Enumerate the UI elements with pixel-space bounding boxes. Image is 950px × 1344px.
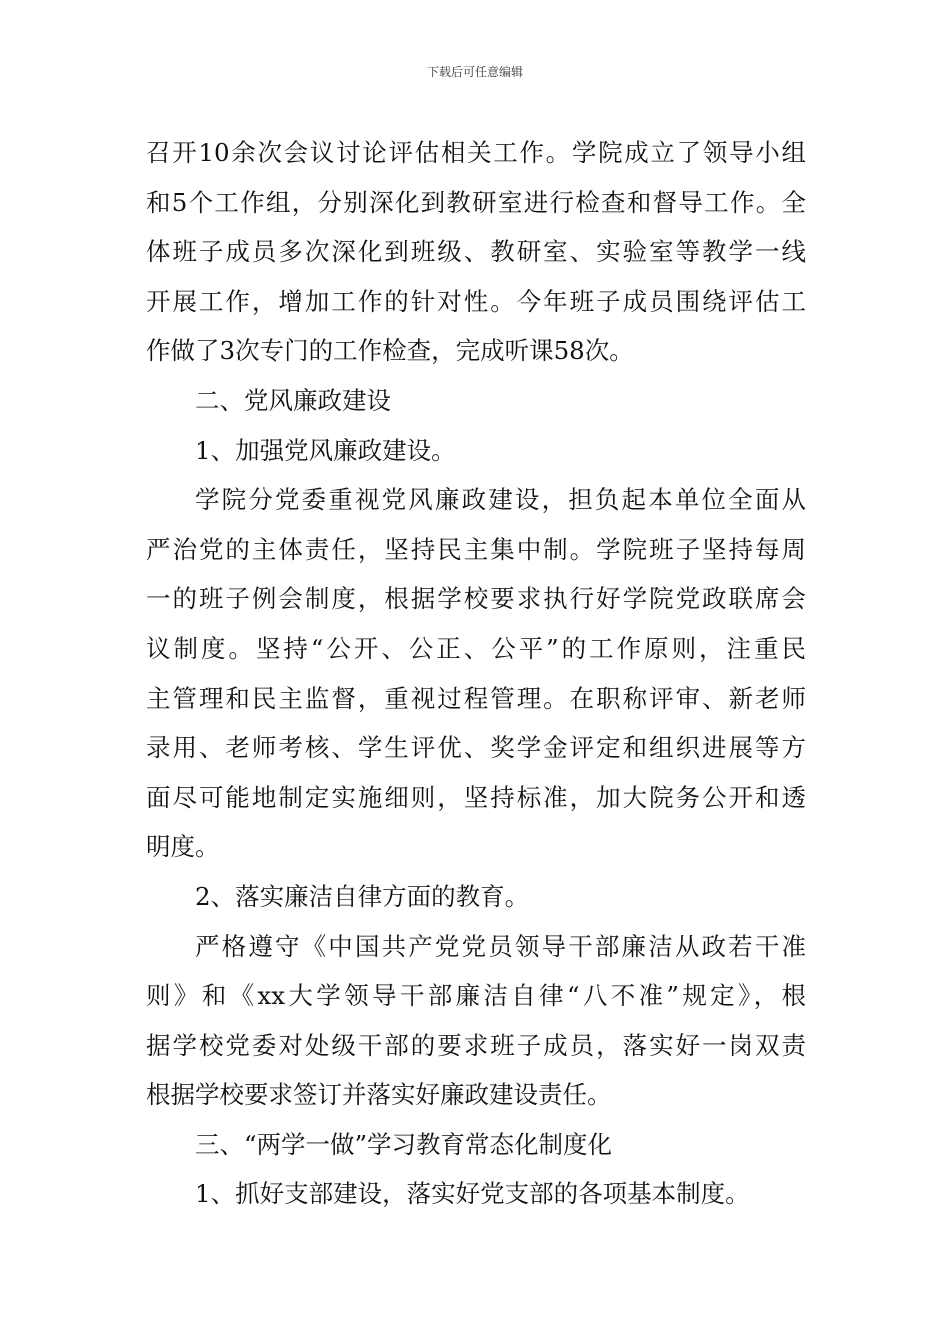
text-line: 三、“两学一做”学习教育常态化制度化 (195, 1129, 613, 1159)
document-body (146, 128, 806, 1219)
text-line: 1、抓好支部建设，落实好党支部的各项基本制度。 (195, 1179, 750, 1209)
text-line: 体班子成员多次深化到班级、教研室、实验室等教学一线 (146, 237, 806, 267)
text-line: 学院分党委重视党风廉政建设，担负起本单位全面从 (195, 485, 806, 515)
text-line: 召开10余次会议讨论评估相关工作。学院成立了领导小组 (146, 138, 806, 167)
text-line: 据学校党委对处级干部的要求班子成员，落实好一岗双责 (146, 1030, 806, 1060)
text-line: 和5个工作组，分别深化到教研室进行检查和督导工作。全 (146, 187, 806, 217)
text-line: 面尽可能地制定实施细则，坚持标准，加大院务公开和透 (146, 782, 806, 812)
text-line: 1、加强党风廉政建设。 (195, 435, 456, 465)
text-line: 一的班子例会制度，根据学校要求执行好学院党政联席会 (146, 584, 806, 614)
text-line: 根据学校要求签订并落实好廉政建设责任。 (146, 1080, 612, 1110)
text-line: 严治党的主体责任，坚持民主集中制。学院班子坚持每周 (146, 534, 806, 564)
text-line: 议制度。坚持“公开、公正、公平”的工作原则，注重民 (146, 633, 806, 663)
text-line: 2、落实廉洁自律方面的教育。 (195, 881, 530, 911)
page-header-note: 下载后可任意编辑 (426, 65, 523, 79)
text-line: 开展工作，增加工作的针对性。今年班子成员围绕评估工 (146, 286, 806, 316)
text-line: 主管理和民主监督，重视过程管理。在职称评审、新老师 (146, 683, 806, 713)
text-line: 明度。 (146, 832, 220, 862)
text-line: 二、党风廉政建设 (195, 385, 391, 415)
text-line: 录用、老师考核、学生评优、奖学金评定和组织进展等方 (146, 733, 806, 763)
text-line: 则》和《xx大学领导干部廉洁自律“八不准”规定》，根 (146, 981, 806, 1011)
text-line: 严格遵守《中国共产党党员领导干部廉洁从政若干准 (195, 931, 806, 961)
text-line: 作做了3次专门的工作检查，完成听课58次。 (146, 336, 634, 366)
